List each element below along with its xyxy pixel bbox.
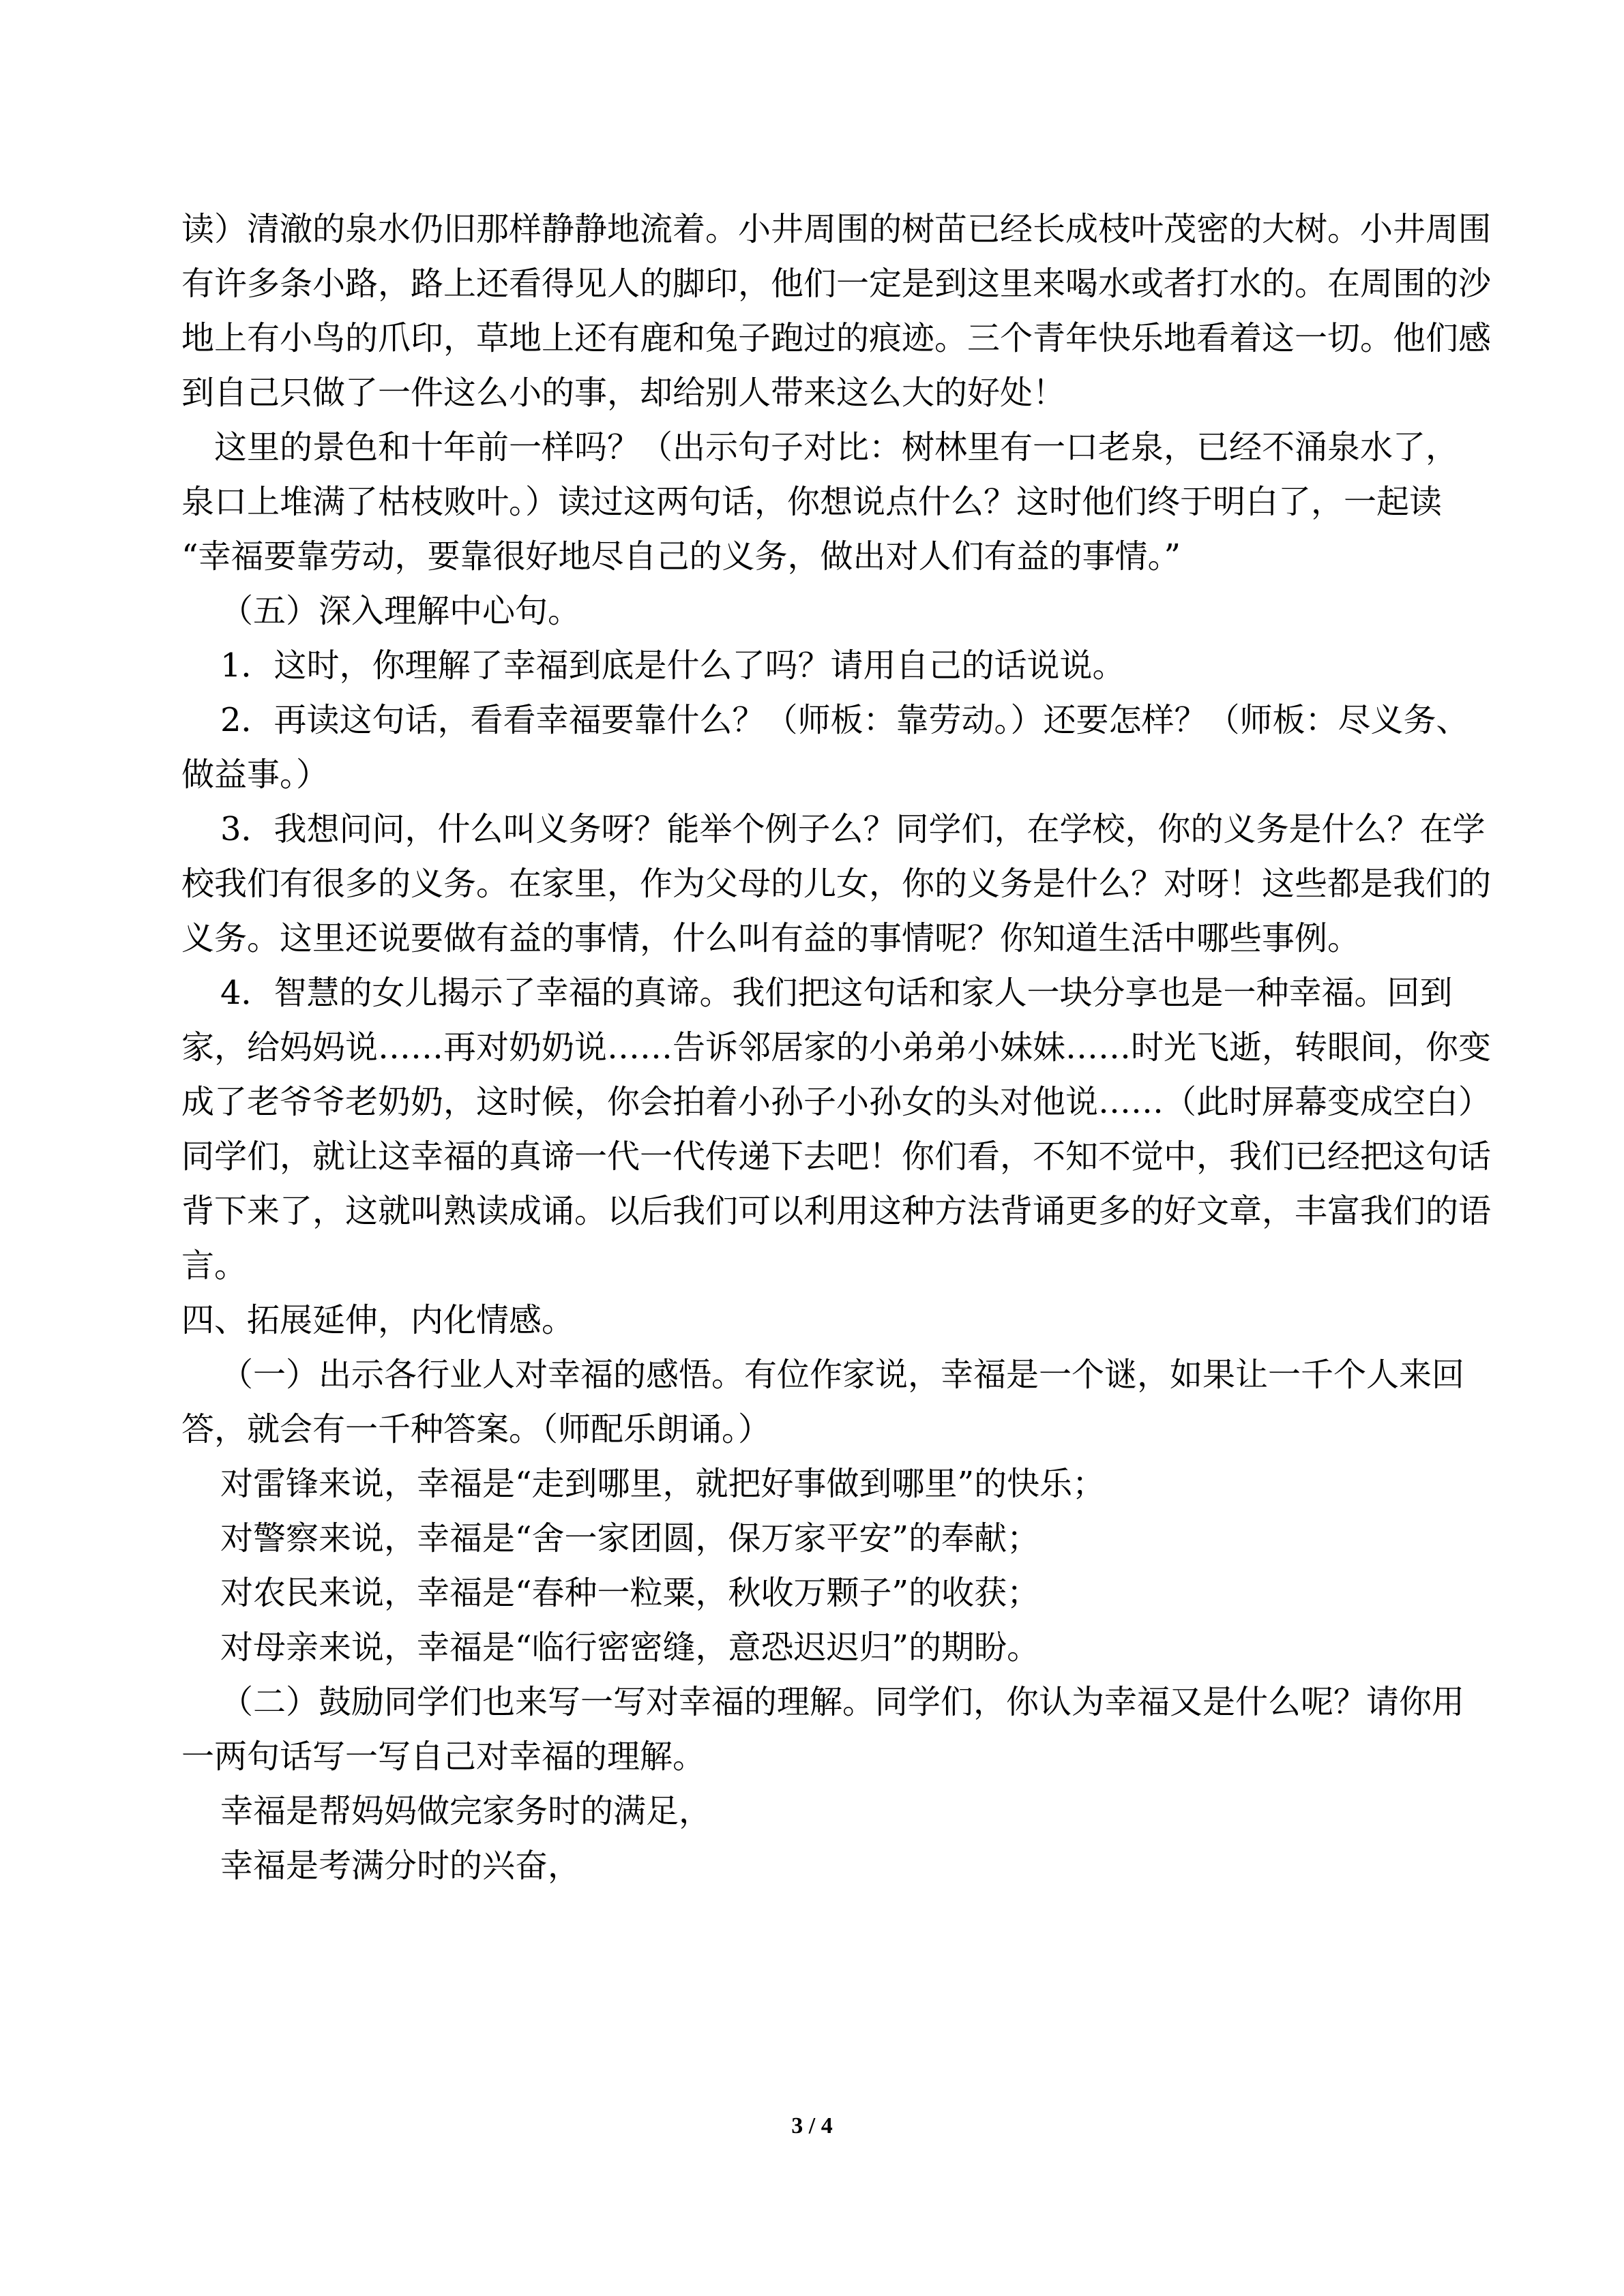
text-line: “幸福要靠劳动，要靠很好地尽自己的义务，做出对人们有益的事情。” — [181, 537, 1181, 576]
text-line: 4．智慧的女儿揭示了幸福的真谛。我们把这句话和家人一块分享也是一种幸福。回到 — [220, 974, 1453, 1012]
text-line: 言。 — [181, 1247, 248, 1285]
text-line: 家，给妈妈说……再对奶奶说……告诉邻居家的小弟弟小妹妹……时光飞逝，转眼间，你变 — [181, 1028, 1492, 1067]
text-line: 答，就会有一千种答案。（师配乐朗诵。） — [181, 1410, 771, 1448]
document-body — [181, 202, 1491, 1893]
text-line: 幸福是考满分时的兴奋， — [220, 1847, 581, 1885]
quote-line: 对警察来说，幸福是“舍一家团圆，保万家平安”的奉献； — [220, 1519, 1040, 1557]
text-line: 这里的景色和十年前一样吗？（出示句子对比：树林里有一口老泉，已经不涌泉水了， — [214, 428, 1459, 466]
text-line: 一两句话写一写自己对幸福的理解。 — [181, 1738, 706, 1776]
text-line: （一）出示各行业人对幸福的感悟。有位作家说，幸福是一个谜，如果让一千个人来回 — [220, 1356, 1465, 1394]
text-line: 3．我想问问，什么叫义务呀？能举个例子么？同学们，在学校，你的义务是什么？在学 — [220, 810, 1486, 848]
text-line: 地上有小鸟的爪印，草地上还有鹿和兔子跑过的痕迹。三个青年快乐地看着这一切。他们感 — [181, 319, 1492, 357]
section-heading: （五）深入理解中心句。 — [220, 592, 581, 630]
text-line: 读）清澈的泉水仍旧那样静静地流着。小井周围的树苗已经长成枝叶茂密的大树。小井周围 — [181, 210, 1492, 248]
text-line: 有许多条小路，路上还看得见人的脚印，他们一定是到这里来喝水或者打水的。在周围的沙 — [181, 265, 1492, 303]
section-heading: 四、拓展延伸，内化情感。 — [181, 1301, 575, 1339]
quote-line: 对雷锋来说，幸福是“走到哪里，就把好事做到哪里”的快乐； — [220, 1465, 1106, 1503]
text-line: 到自己只做了一件这么小的事，却给别人带来这么大的好处！ — [181, 374, 1066, 412]
text-line: （二）鼓励同学们也来写一写对幸福的理解。同学们，你认为幸福又是什么呢？请你用 — [220, 1683, 1465, 1721]
text-line: 校我们有很多的义务。在家里，作为父母的儿女，你的义务是什么？对呀！这些都是我们的 — [181, 865, 1492, 903]
text-line: 成了老爷爷老奶奶，这时候，你会拍着小孙子小孙女的头对他说……（此时屏幕变成空白） — [181, 1083, 1492, 1121]
text-line: 2．再读这句话，看看幸福要靠什么？（师板：靠劳动。）还要怎样？（师板：尽义务、 — [220, 701, 1469, 739]
quote-line: 对母亲来说，幸福是“临行密密缝，意恐迟迟归”的期盼。 — [220, 1628, 1040, 1667]
text-line: 泉口上堆满了枯枝败叶。）读过这两句话，你想说点什么？这时他们终于明白了，一起读 — [181, 483, 1443, 521]
text-line: 做益事。） — [181, 756, 329, 794]
text-line: 义务。这里还说要做有益的事情，什么叫有益的事情呢？你知道生活中哪些事例。 — [181, 919, 1361, 957]
text-line: 幸福是帮妈妈做完家务时的满足， — [220, 1792, 712, 1830]
page-number: 3 / 4 — [791, 2113, 833, 2138]
text-line: 同学们，就让这幸福的真谛一代一代传递下去吧！你们看，不知不觉中，我们已经把这句话 — [181, 1137, 1492, 1176]
text-line: 背下来了，这就叫熟读成诵。以后我们可以利用这种方法背诵更多的好文章，丰富我们的语 — [181, 1192, 1492, 1230]
text-line: 1．这时，你理解了幸福到底是什么了吗？请用自己的话说说。 — [220, 646, 1125, 685]
quote-line: 对农民来说，幸福是“春种一粒粟，秋收万颗子”的收获； — [220, 1574, 1040, 1612]
